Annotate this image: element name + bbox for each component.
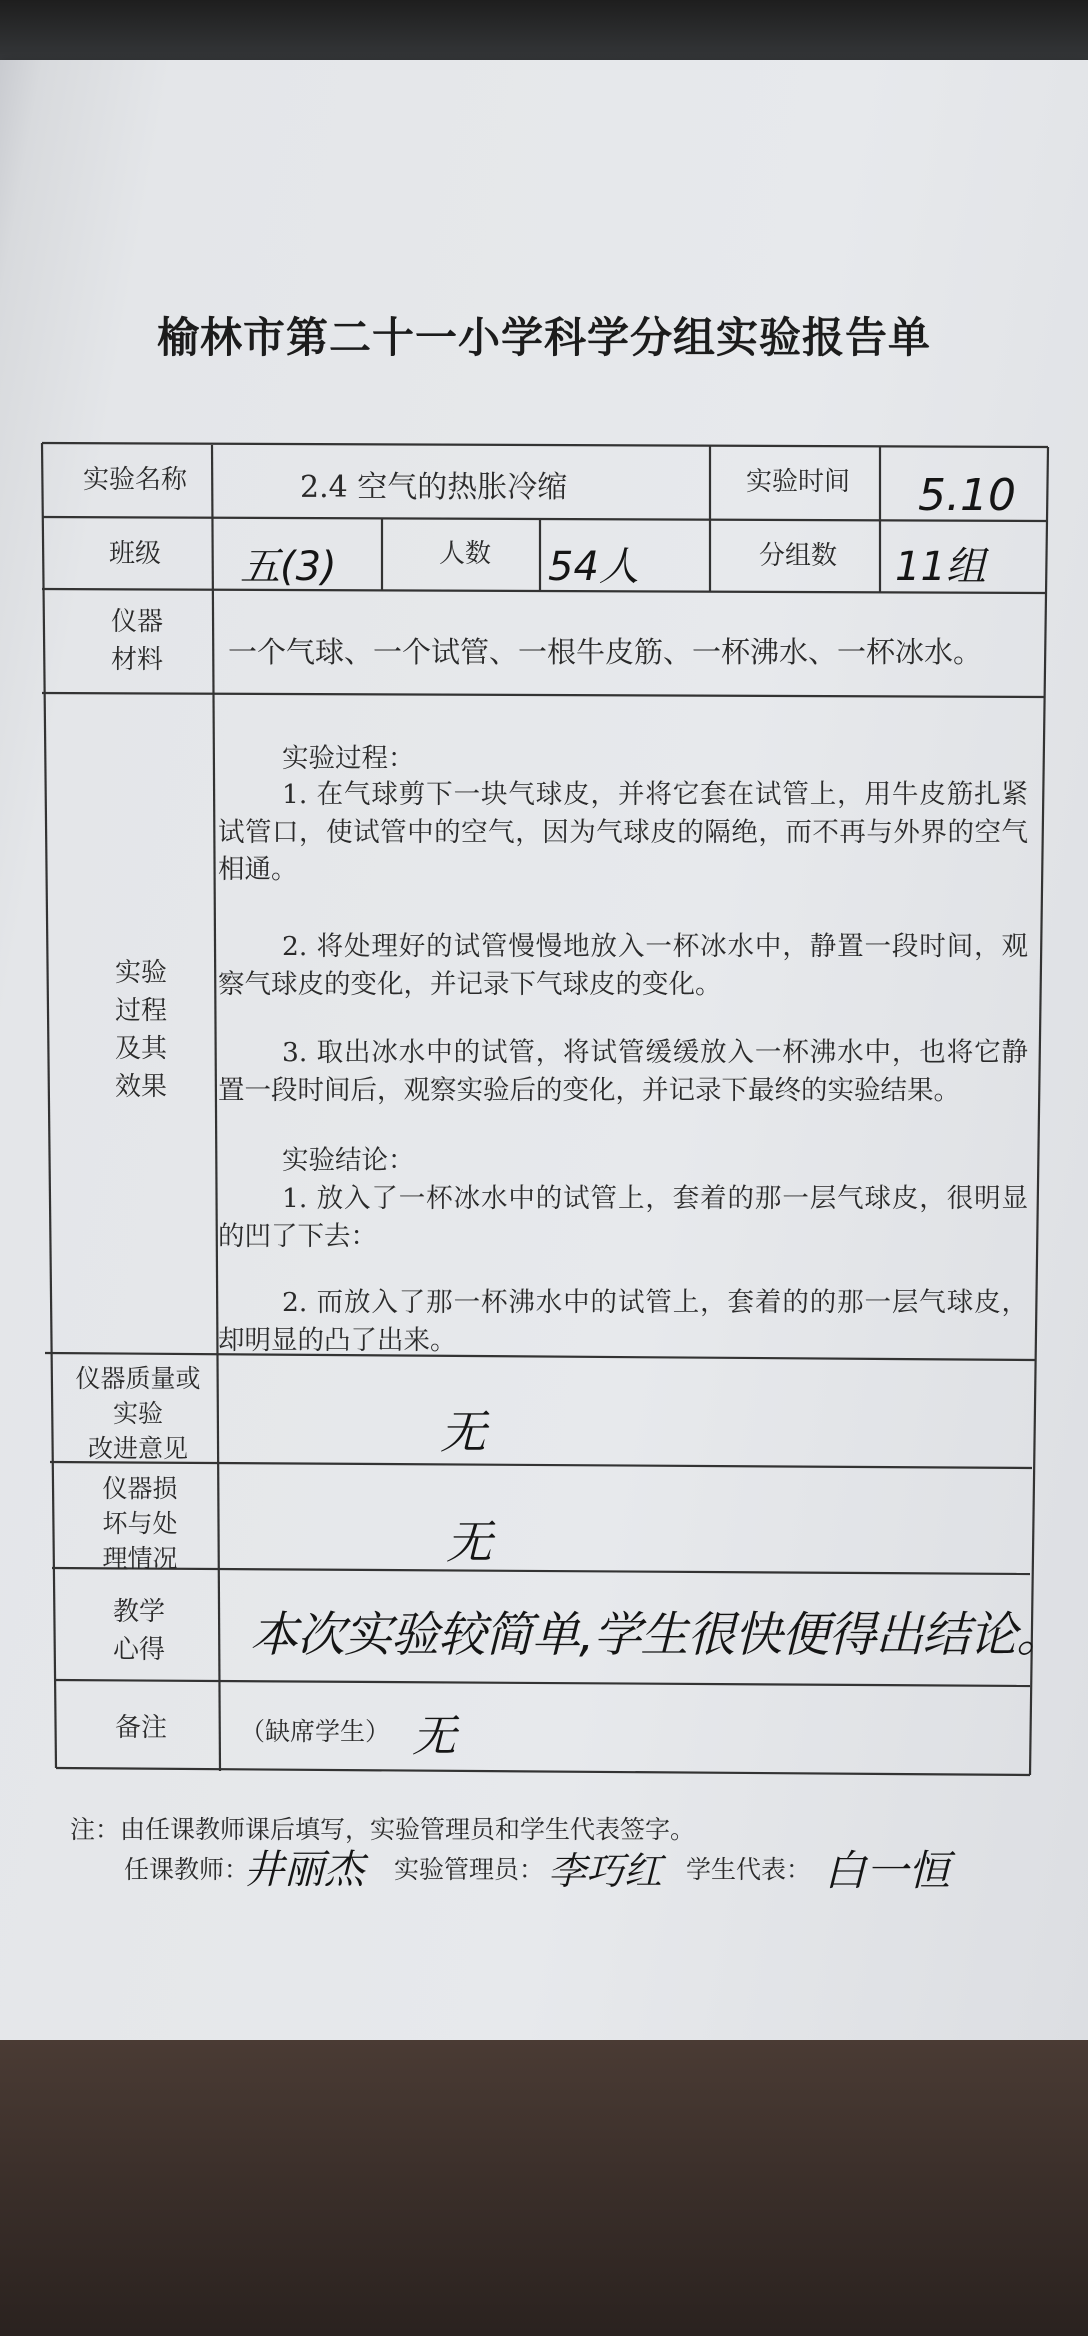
label-class: 班级	[108, 539, 161, 569]
conclusion-heading: 实验结论：	[282, 1145, 415, 1176]
footer-note: 注：由任课教师课后填写，实验管理员和学生代表签字。	[70, 1815, 696, 1844]
label-process-4: 效果	[114, 1072, 167, 1102]
label-quality-1: 仪器质量或	[75, 1364, 201, 1393]
value-teaching: 本次实验较简单,学生很快便得出结论。	[250, 1607, 1064, 1663]
conclusion-1: 1. 放入了一杯冰水中的试管上，套着的那一层气球皮，很明显的凹了下去：	[218, 1183, 1028, 1252]
label-experiment-time: 实验时间	[745, 467, 850, 497]
label-damage-2: 坏与处	[102, 1509, 178, 1538]
admin-signature: 李巧红	[548, 1849, 663, 1893]
label-people: 人数	[438, 539, 491, 569]
process-step-1: 1. 在气球剪下一块气球皮，并将它套在试管上，用牛皮筋扎紧试管口，使试管中的空气，因为气球皮的隔绝，而不再与外界的空气相通。	[218, 779, 1028, 886]
value-quality: 无	[440, 1405, 486, 1459]
label-teaching-2: 心得	[112, 1635, 165, 1665]
value-materials: 一个气球、一个试管、一根牛皮筋、一杯沸水、一杯冰水。	[228, 635, 983, 669]
label-groups: 分组数	[758, 541, 837, 571]
value-experiment-name: 2.4 空气的热胀冷缩	[300, 470, 568, 505]
process-heading: 实验过程：	[282, 743, 415, 774]
label-remarks: 备注	[114, 1713, 167, 1743]
teacher-signature: 井丽杰	[244, 1847, 364, 1893]
label-process-1: 实验	[114, 958, 167, 988]
value-people: 54人	[548, 544, 639, 590]
label-damage-1: 仪器损	[102, 1474, 178, 1503]
label-process-2: 过程	[114, 996, 167, 1026]
admin-label: 实验管理员：	[394, 1855, 545, 1884]
report-title: 榆林市第二十一小学科学分组实验报告单	[156, 313, 931, 362]
label-experiment-name: 实验名称	[82, 465, 187, 495]
value-class: 五(3)	[240, 544, 337, 590]
remarks-prefix: （缺席学生）	[240, 1717, 391, 1746]
process-step-3: 3. 取出冰水中的试管，将试管缓缓放入一杯沸水中，也将它静置一段时间后，观察实验后的变化，并记录下最终的实验结果。	[218, 1037, 1028, 1106]
label-quality-2: 实验	[112, 1399, 163, 1428]
label-teaching-1: 教学	[112, 1597, 165, 1627]
student-signature: 白一恒	[824, 1846, 951, 1895]
label-quality-3: 改进意见	[87, 1434, 188, 1463]
value-damage: 无	[446, 1515, 492, 1569]
label-damage-3: 理情况	[102, 1544, 178, 1573]
value-experiment-time: 5.10	[918, 470, 1016, 521]
process-step-2: 2. 将处理好的试管慢慢地放入一杯冰水中，静置一段时间，观察气球皮的变化，并记录下气球皮的变化。	[218, 931, 1028, 1000]
value-remarks: 无	[412, 1711, 456, 1762]
value-groups: 11组	[895, 544, 986, 590]
label-materials-2: 材料	[110, 645, 163, 675]
student-label: 学生代表：	[686, 1855, 812, 1884]
conclusion-2: 2. 而放入了那一杯沸水中的试管上，套着的的那一层气球皮，却明显的凸了出来。	[218, 1287, 1028, 1356]
label-process-3: 及其	[114, 1034, 167, 1064]
label-materials-1: 仪器	[110, 607, 163, 637]
teacher-label: 任课教师：	[124, 1855, 250, 1884]
